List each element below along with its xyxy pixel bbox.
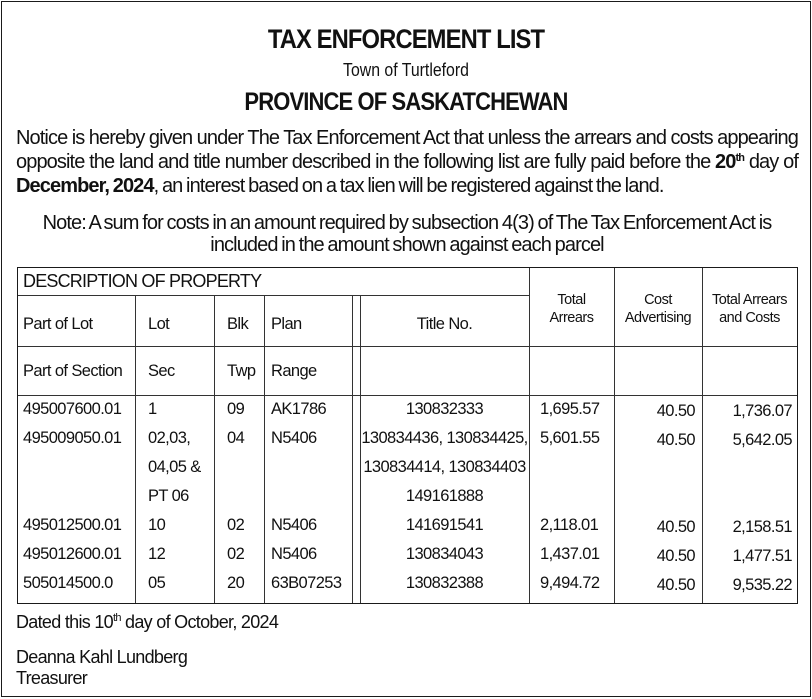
cell-plan: N5406 xyxy=(271,429,317,447)
cell-lot: 1 xyxy=(148,400,157,418)
col-title-no: Title No. xyxy=(416,315,473,333)
cell-title-no: 130834414, 130834403 xyxy=(363,458,526,476)
notice-paragraph xyxy=(16,126,798,198)
cell-blk: 02 xyxy=(227,516,245,534)
cell-lot: 05 xyxy=(148,574,166,592)
col-cost-advertising: Cost Advertising xyxy=(624,292,692,326)
col-total-arrears-and-costs: Total Arrears and Costs xyxy=(712,292,787,326)
col-plan: Plan xyxy=(271,315,302,333)
cell-total-arrears-and-costs: 1,736.07 xyxy=(732,402,792,420)
cell-total-arrears: 5,601.55 xyxy=(540,429,600,447)
cell-cost-advertising: 40.50 xyxy=(656,547,695,565)
notice-title: TAX ENFORCEMENT LIST xyxy=(267,24,545,54)
cell-total-arrears: 2,118.01 xyxy=(540,516,599,534)
col-lot: Lot xyxy=(148,315,170,333)
tax-enforcement-table xyxy=(17,267,798,604)
cell-cost-advertising: 40.50 xyxy=(656,402,695,420)
cell-plan: N5406 xyxy=(271,545,317,563)
cell-title-no: 141691541 xyxy=(405,516,484,534)
cell-cost-advertising: 40.50 xyxy=(656,576,695,594)
cell-lot: 10 xyxy=(148,516,166,534)
costs-note-line-1: Note: A sum for costs in an amount required by subsection 4(3) of The Tax Enforcement Act is xyxy=(42,212,772,234)
cell-part: 495012500.01 xyxy=(23,516,122,534)
dated-line: Dated this 10th day of October, 2024 xyxy=(16,612,279,632)
signatory-title: Treasurer xyxy=(16,668,88,688)
cell-total-arrears: 1,437.01 xyxy=(540,545,600,563)
cell-cost-advertising: 40.50 xyxy=(656,518,695,536)
cell-plan: N5406 xyxy=(271,516,317,534)
cell-title-no: 130834436, 130834425, xyxy=(361,429,528,447)
cell-part: 495012600.01 xyxy=(23,545,122,563)
town-name: Town of Turtleford xyxy=(343,60,469,80)
cell-title-no: 149161888 xyxy=(405,487,484,505)
col-range: Range xyxy=(271,362,317,380)
cell-lot: 04,05 & xyxy=(148,458,201,476)
cell-title-no: 130832333 xyxy=(405,400,484,418)
cell-total-arrears-and-costs: 2,158.51 xyxy=(732,518,792,536)
notice-text-2: day of xyxy=(744,151,798,173)
cell-plan: 63B07253 xyxy=(271,574,342,592)
signatory-name: Deanna Kahl Lundberg xyxy=(16,647,188,667)
cell-lot: 12 xyxy=(148,545,166,563)
cell-lot: PT 06 xyxy=(148,487,189,505)
cell-blk: 20 xyxy=(227,574,245,592)
costs-note-line-2: included in the amount shown against each parcel xyxy=(210,234,604,256)
cell-lot: 02,03, xyxy=(148,429,191,447)
notice-deadline-date: December, 2024 xyxy=(16,175,154,197)
cell-total-arrears: 9,494.72 xyxy=(540,574,600,592)
col-blk: Blk xyxy=(227,315,249,333)
col-twp: Twp xyxy=(227,362,256,380)
notice-day: 20th xyxy=(715,151,745,173)
cell-part: 505014500.0 xyxy=(23,574,113,592)
cell-total-arrears: 1,695.57 xyxy=(540,400,600,418)
col-part-of-lot: Part of Lot xyxy=(23,315,93,333)
col-part-of-section: Part of Section xyxy=(23,362,123,380)
cell-cost-advertising: 40.50 xyxy=(656,431,695,449)
cell-total-arrears-and-costs: 9,535.22 xyxy=(732,576,792,594)
cell-total-arrears-and-costs: 1,477.51 xyxy=(732,547,792,565)
cell-title-no: 130832388 xyxy=(405,574,484,592)
province-heading: PROVINCE OF SASKATCHEWAN xyxy=(244,88,568,116)
description-of-property-header: DESCRIPTION OF PROPERTY xyxy=(23,271,262,291)
costs-note xyxy=(16,212,798,256)
cell-plan: AK1786 xyxy=(271,400,327,418)
col-total-arrears: Total Arrears xyxy=(549,292,594,326)
cell-part: 495009050.01 xyxy=(23,429,122,447)
cell-blk: 09 xyxy=(227,400,245,418)
col-sec: Sec xyxy=(148,362,175,380)
cell-part: 495007600.01 xyxy=(23,400,122,418)
cell-title-no: 130834043 xyxy=(405,545,484,563)
cell-blk: 02 xyxy=(227,545,245,563)
notice-text-1: Notice is hereby given under The Tax Enforcement Act that unless the arrears and costs appearing opposite the land and title number described in the following list are fully paid before the xyxy=(16,127,798,173)
cell-total-arrears-and-costs: 5,642.05 xyxy=(732,431,792,449)
tax-enforcement-notice xyxy=(1,1,811,697)
notice-text-3: , an interest based on a tax lien will be registered against the land. xyxy=(153,175,664,197)
cell-blk: 04 xyxy=(227,429,245,447)
